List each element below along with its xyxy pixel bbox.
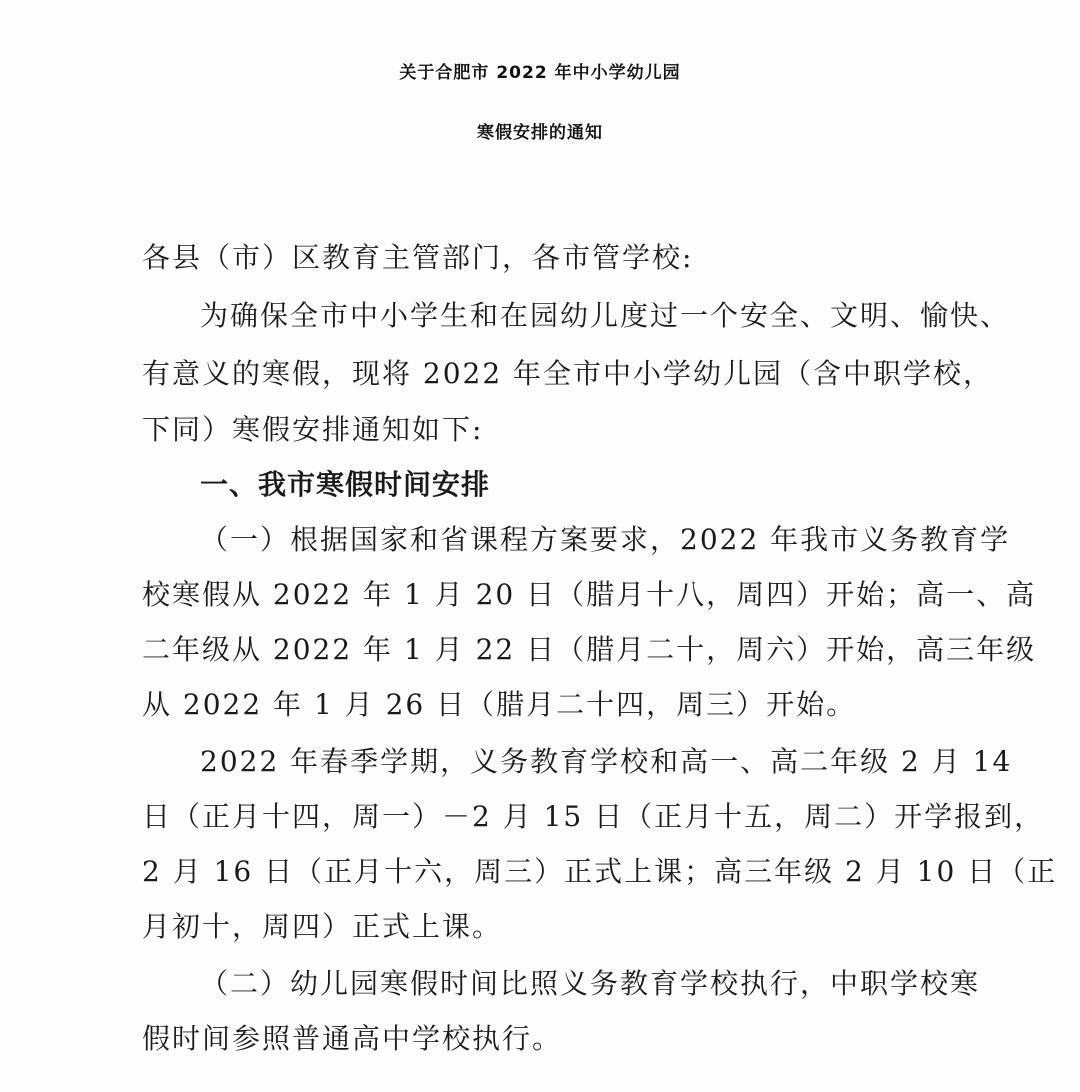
- item-2-line-1: （二）幼儿园寒假时间比照义务教育学校执行，中职学校寒: [200, 967, 981, 1000]
- section-1-heading: 一、我市寒假时间安排: [200, 468, 491, 501]
- document-title-line-2: 寒假安排的通知: [477, 123, 603, 143]
- intro-line-2: 有意义的寒假，现将 2022 年全市中小学幼儿园（含中职学校，: [142, 357, 994, 390]
- item-2-line-2: 假时间参照普通高中学校执行。: [142, 1022, 563, 1055]
- spring-line-2: 日（正月十四，周一）－2 月 15 日（正月十五，周二）开学报到，: [142, 800, 1045, 833]
- item-1-line-4: 从 2022 年 1 月 26 日（腊月二十四，周三）开始。: [142, 688, 857, 721]
- item-1-line-1: （一）根据国家和省课程方案要求，2022 年我市义务教育学: [200, 523, 1011, 556]
- item-1-line-2: 校寒假从 2022 年 1 月 20 日（腊月十八，周四）开始；高一、高: [142, 578, 1037, 611]
- intro-line-3: 下同）寒假安排通知如下:: [142, 413, 484, 446]
- intro-line-1: 为确保全市中小学生和在园幼儿度过一个安全、文明、愉快、: [200, 299, 1011, 332]
- item-1-line-3: 二年级从 2022 年 1 月 22 日（腊月二十，周六）开始，高三年级: [142, 633, 1037, 666]
- spring-line-4: 月初十，周四）正式上课。: [142, 910, 503, 943]
- salutation: 各县（市）区教育主管部门，各市管学校:: [142, 241, 694, 274]
- document-title-line-1: 关于合肥市 2022 年中小学幼儿园: [399, 63, 681, 83]
- spring-line-1: 2022 年春季学期，义务教育学校和高一、高二年级 2 月 14: [200, 745, 1013, 778]
- spring-line-3: 2 月 16 日（正月十六，周三）正式上课；高三年级 2 月 10 日（正: [142, 855, 1058, 888]
